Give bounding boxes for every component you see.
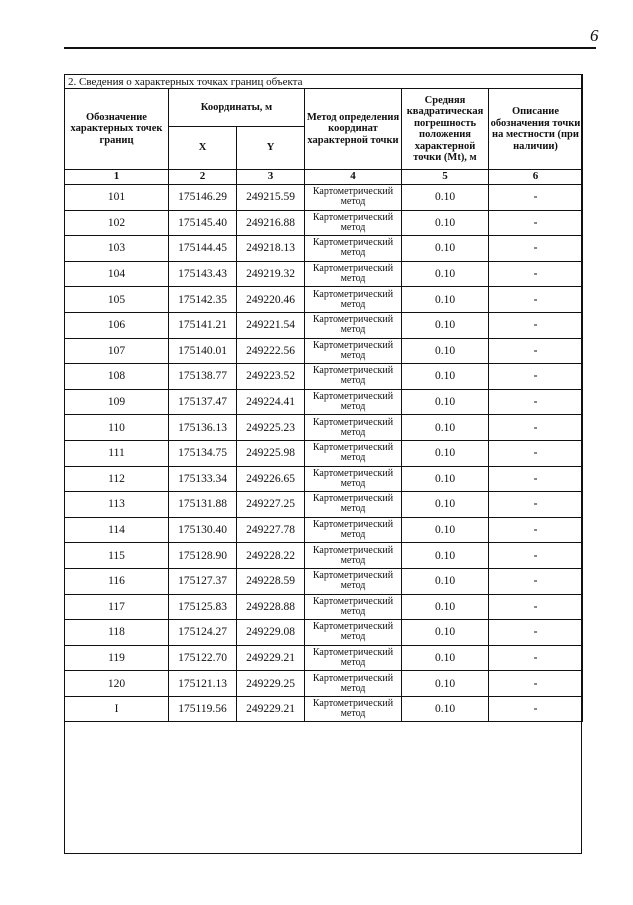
x-coordinate-cell: 175146.29 xyxy=(169,185,237,211)
point-cell: 115 xyxy=(65,543,169,569)
error-cell: 0.10 xyxy=(402,671,489,697)
table-row xyxy=(65,389,583,415)
description-cell: - xyxy=(489,312,583,338)
y-coordinate-cell: 249229.08 xyxy=(237,620,305,646)
error-cell: 0.10 xyxy=(402,236,489,262)
table-row xyxy=(65,645,583,671)
description-cell: - xyxy=(489,185,583,211)
header-method: Метод определения координат характерной точки xyxy=(305,89,402,170)
description-cell: - xyxy=(489,645,583,671)
column-number: 6 xyxy=(489,170,583,185)
header-designation: Обозначение характерных точек границ xyxy=(65,89,169,170)
table-row xyxy=(65,287,583,313)
error-cell: 0.10 xyxy=(402,287,489,313)
method-cell: Картометрический метод xyxy=(305,236,402,262)
error-cell: 0.10 xyxy=(402,440,489,466)
x-coordinate-cell: 175142.35 xyxy=(169,287,237,313)
point-cell: 117 xyxy=(65,594,169,620)
column-number: 4 xyxy=(305,170,402,185)
column-number: 1 xyxy=(65,170,169,185)
description-cell: - xyxy=(489,594,583,620)
description-cell: - xyxy=(489,415,583,441)
table-row xyxy=(65,568,583,594)
method-cell: Картометрический метод xyxy=(305,364,402,390)
header-coordinates: Координаты, м xyxy=(169,89,305,127)
point-cell: 108 xyxy=(65,364,169,390)
method-cell: Картометрический метод xyxy=(305,620,402,646)
error-cell: 0.10 xyxy=(402,389,489,415)
error-cell: 0.10 xyxy=(402,696,489,722)
point-cell: 113 xyxy=(65,492,169,518)
x-coordinate-cell: 175144.45 xyxy=(169,236,237,262)
error-cell: 0.10 xyxy=(402,415,489,441)
table-row xyxy=(65,415,583,441)
x-coordinate-cell: 175143.43 xyxy=(169,261,237,287)
table-row xyxy=(65,440,583,466)
point-cell: 106 xyxy=(65,312,169,338)
x-coordinate-cell: 175125.83 xyxy=(169,594,237,620)
point-cell: 103 xyxy=(65,236,169,262)
error-cell: 0.10 xyxy=(402,620,489,646)
x-coordinate-cell: 175145.40 xyxy=(169,210,237,236)
description-cell: - xyxy=(489,492,583,518)
x-coordinate-cell: 175130.40 xyxy=(169,517,237,543)
x-coordinate-cell: 175136.13 xyxy=(169,415,237,441)
method-cell: Картометрический метод xyxy=(305,543,402,569)
error-cell: 0.10 xyxy=(402,210,489,236)
x-coordinate-cell: 175119.56 xyxy=(169,696,237,722)
description-cell: - xyxy=(489,620,583,646)
table-row xyxy=(65,543,583,569)
error-cell: 0.10 xyxy=(402,594,489,620)
error-cell: 0.10 xyxy=(402,492,489,518)
header-error: Средняя квадратическая погрешность положения характерной точки (Mt), м xyxy=(402,89,489,170)
error-cell: 0.10 xyxy=(402,312,489,338)
method-cell: Картометрический метод xyxy=(305,594,402,620)
method-cell: Картометрический метод xyxy=(305,568,402,594)
x-coordinate-cell: 175133.34 xyxy=(169,466,237,492)
method-cell: Картометрический метод xyxy=(305,210,402,236)
description-cell: - xyxy=(489,338,583,364)
error-cell: 0.10 xyxy=(402,568,489,594)
error-cell: 0.10 xyxy=(402,364,489,390)
page-number: 6 xyxy=(590,26,599,45)
table-row xyxy=(65,236,583,262)
description-cell: - xyxy=(489,696,583,722)
table-row xyxy=(65,696,583,722)
boundary-points-table xyxy=(64,74,583,722)
y-coordinate-cell: 249222.56 xyxy=(237,338,305,364)
table-row xyxy=(65,671,583,697)
y-coordinate-cell: 249227.25 xyxy=(237,492,305,518)
method-cell: Картометрический метод xyxy=(305,287,402,313)
point-cell: 105 xyxy=(65,287,169,313)
table-row xyxy=(65,466,583,492)
table-row xyxy=(65,210,583,236)
y-coordinate-cell: 249218.13 xyxy=(237,236,305,262)
table-row xyxy=(65,620,583,646)
method-cell: Картометрический метод xyxy=(305,440,402,466)
column-numbers-row xyxy=(65,170,583,185)
error-cell: 0.10 xyxy=(402,185,489,211)
y-coordinate-cell: 249228.59 xyxy=(237,568,305,594)
point-cell: 112 xyxy=(65,466,169,492)
table-row xyxy=(65,185,583,211)
method-cell: Картометрический метод xyxy=(305,389,402,415)
description-cell: - xyxy=(489,287,583,313)
description-cell: - xyxy=(489,466,583,492)
method-cell: Картометрический метод xyxy=(305,261,402,287)
point-cell: 119 xyxy=(65,645,169,671)
error-cell: 0.10 xyxy=(402,466,489,492)
y-coordinate-cell: 249227.78 xyxy=(237,517,305,543)
method-cell: Картометрический метод xyxy=(305,492,402,518)
method-cell: Картометрический метод xyxy=(305,415,402,441)
y-coordinate-cell: 249219.32 xyxy=(237,261,305,287)
method-cell: Картометрический метод xyxy=(305,338,402,364)
point-cell: 120 xyxy=(65,671,169,697)
y-coordinate-cell: 249229.25 xyxy=(237,671,305,697)
y-coordinate-cell: 249221.54 xyxy=(237,312,305,338)
point-cell: 118 xyxy=(65,620,169,646)
description-cell: - xyxy=(489,543,583,569)
table-row xyxy=(65,594,583,620)
point-cell: 110 xyxy=(65,415,169,441)
point-cell: 102 xyxy=(65,210,169,236)
error-cell: 0.10 xyxy=(402,517,489,543)
table-row xyxy=(65,261,583,287)
x-coordinate-cell: 175127.37 xyxy=(169,568,237,594)
y-coordinate-cell: 249216.88 xyxy=(237,210,305,236)
x-coordinate-cell: 175134.75 xyxy=(169,440,237,466)
method-cell: Картометрический метод xyxy=(305,185,402,211)
column-number: 3 xyxy=(237,170,305,185)
error-cell: 0.10 xyxy=(402,543,489,569)
header-description: Описание обозначения точки на местности (при наличии) xyxy=(489,89,583,170)
point-cell: I xyxy=(65,696,169,722)
point-cell: 109 xyxy=(65,389,169,415)
y-coordinate-cell: 249225.23 xyxy=(237,415,305,441)
description-cell: - xyxy=(489,210,583,236)
point-cell: 104 xyxy=(65,261,169,287)
x-coordinate-cell: 175131.88 xyxy=(169,492,237,518)
x-coordinate-cell: 175138.77 xyxy=(169,364,237,390)
table-row xyxy=(65,312,583,338)
header-y: Y xyxy=(237,127,305,170)
y-coordinate-cell: 249220.46 xyxy=(237,287,305,313)
y-coordinate-cell: 249229.21 xyxy=(237,696,305,722)
y-coordinate-cell: 249215.59 xyxy=(237,185,305,211)
point-cell: 114 xyxy=(65,517,169,543)
y-coordinate-cell: 249225.98 xyxy=(237,440,305,466)
table-row xyxy=(65,338,583,364)
x-coordinate-cell: 175124.27 xyxy=(169,620,237,646)
table-row xyxy=(65,492,583,518)
column-number: 5 xyxy=(402,170,489,185)
error-cell: 0.10 xyxy=(402,261,489,287)
method-cell: Картометрический метод xyxy=(305,466,402,492)
column-number: 2 xyxy=(169,170,237,185)
error-cell: 0.10 xyxy=(402,338,489,364)
method-cell: Картометрический метод xyxy=(305,671,402,697)
y-coordinate-cell: 249228.22 xyxy=(237,543,305,569)
x-coordinate-cell: 175122.70 xyxy=(169,645,237,671)
y-coordinate-cell: 249228.88 xyxy=(237,594,305,620)
error-cell: 0.10 xyxy=(402,645,489,671)
method-cell: Картометрический метод xyxy=(305,517,402,543)
x-coordinate-cell: 175128.90 xyxy=(169,543,237,569)
method-cell: Картометрический метод xyxy=(305,312,402,338)
description-cell: - xyxy=(489,517,583,543)
description-cell: - xyxy=(489,236,583,262)
point-cell: 101 xyxy=(65,185,169,211)
point-cell: 107 xyxy=(65,338,169,364)
top-rule xyxy=(64,47,596,49)
y-coordinate-cell: 249229.21 xyxy=(237,645,305,671)
method-cell: Картометрический метод xyxy=(305,645,402,671)
x-coordinate-cell: 175140.01 xyxy=(169,338,237,364)
table-row xyxy=(65,517,583,543)
description-cell: - xyxy=(489,568,583,594)
x-coordinate-cell: 175141.21 xyxy=(169,312,237,338)
header-x: X xyxy=(169,127,237,170)
x-coordinate-cell: 175137.47 xyxy=(169,389,237,415)
description-cell: - xyxy=(489,671,583,697)
table-row xyxy=(65,364,583,390)
description-cell: - xyxy=(489,261,583,287)
description-cell: - xyxy=(489,364,583,390)
x-coordinate-cell: 175121.13 xyxy=(169,671,237,697)
y-coordinate-cell: 249223.52 xyxy=(237,364,305,390)
table-caption: 2. Сведения о характерных точках границ объекта xyxy=(65,75,583,89)
method-cell: Картометрический метод xyxy=(305,696,402,722)
point-cell: 116 xyxy=(65,568,169,594)
description-cell: - xyxy=(489,440,583,466)
y-coordinate-cell: 249226.65 xyxy=(237,466,305,492)
y-coordinate-cell: 249224.41 xyxy=(237,389,305,415)
point-cell: 111 xyxy=(65,440,169,466)
description-cell: - xyxy=(489,389,583,415)
